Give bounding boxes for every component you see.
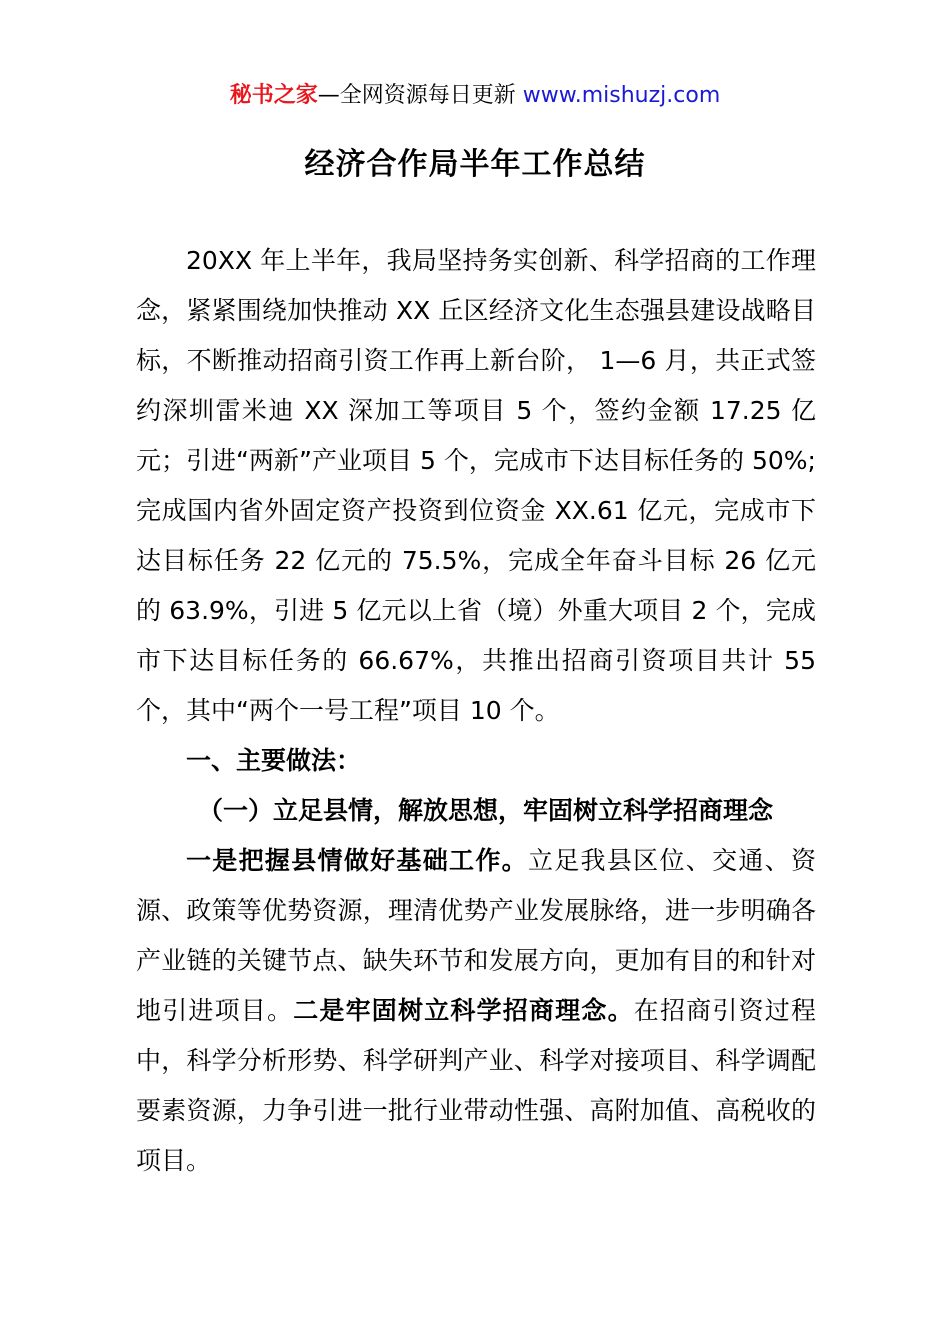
point-two-lead: 二是牢固树立科学招商理念。 [293,996,634,1025]
document-title: 经济合作局半年工作总结 [304,147,646,182]
section-subheading: （一）立足县情，解放思想，牢固树立科学招商理念 [198,796,774,825]
intro-paragraph: 20XX 年上半年，我局坚持务实创新、科学招商的工作理念，紧紧围绕加快推动 XX 丘区经济文化生态强县建设战略目标，不断推动招商引资工作再上新台阶， 1—6 月，共正式签约深圳雷米迪 XX 深加工等项目 5 个，签约金额 17.25 亿元；引进“两新”产业项目 5 个，完成市下达目标任务的 50%;完成国内省外固定资产投资到位资金 XX.61 亿元，完成市下达目标任务 22 亿元的 75.5%，完成全年奋斗目标 26 亿元的 63.9%，引进 5 亿元以上省（境）外重大项目 2 个，完成市下达目标任务的 66.67%，共推出招商引资项目共计 55 个，其中“两个一号工程”项目 10 个。 [136,246,816,725]
document-body [136,236,816,1186]
section-heading: 一、主要做法： [186,746,362,775]
point-one-text: 立足我县区位、交通、资源、政策等优势资源，理清优势产业发展脉络，进一步明确各产业链的关键节点、缺失环节和发展方向，更加有目的和针对地引进项目。 [136,846,816,1025]
site-url-link[interactable]: www.mishuzj.com [522,83,721,108]
point-two-text: 在招商引资过程中，科学分析形势、科学研判产业、科学对接项目、科学调配要素资源，力争引进一批行业带动性强、高附加值、高税收的项目。 [136,996,816,1175]
site-slogan: —全网资源每日更新 [317,83,516,108]
point-one-lead: 一是把握县情做好基础工作。 [186,846,528,875]
body-paragraph [136,836,816,1186]
site-brand: 秘书之家 [229,83,318,108]
site-header [0,80,950,112]
